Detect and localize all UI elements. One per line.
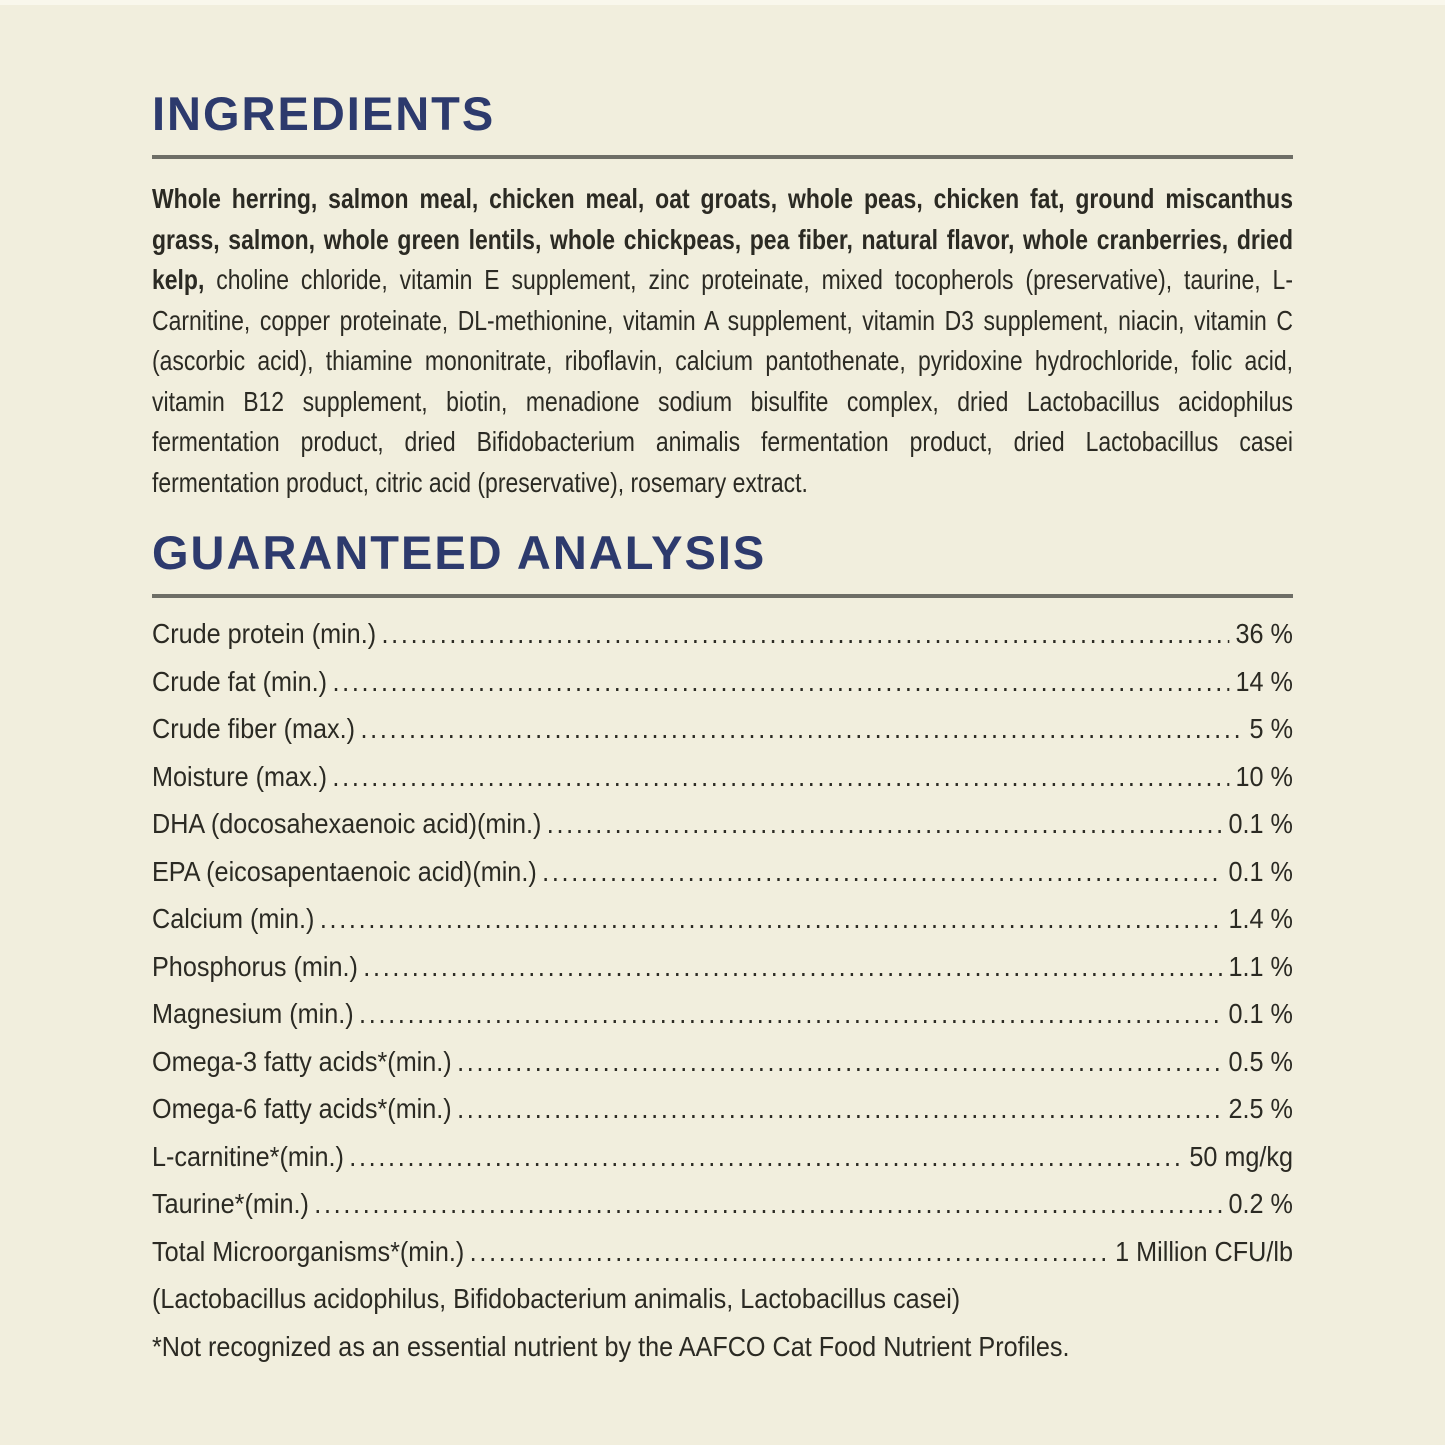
- dot-leader: [359, 990, 1222, 1038]
- table-row: [152, 1180, 1293, 1228]
- aafco-footnote: *Not recognized as an essential nutrient by the AAFCO Cat Food Nutrient Profiles.: [152, 1330, 1070, 1362]
- table-row: [152, 1228, 1293, 1276]
- dot-leader: [332, 753, 1229, 801]
- dot-leader: [381, 610, 1229, 658]
- table-row: [152, 800, 1293, 848]
- analysis-value: 0.2 %: [1228, 1188, 1293, 1219]
- dot-leader: [457, 1085, 1222, 1133]
- ingredients-secondary-text: choline chloride, vitamin E supplement, zinc proteinate, mixed tocopherols (preservative), taurine, L-Carnitine, copper proteinate, DL-methionine, vitamin A supplement, vitamin D3 supplement, niacin, vitamin C (ascorbic acid), thiamine mononitrate, riboflavin, calcium pantothenate, pyridoxine hydrochloride, folic acid, vitamin B12 supplement, biotin, menadione sodium bisulfite complex, dried Lactobacillus acidophilus fermentation product, dried Bifidobacterium animalis fermentation product, dried Lactobacillus casei fermentation product, citric acid (preservative), rosemary extract.: [152, 264, 1293, 498]
- analysis-label: Crude fiber (max.): [152, 713, 356, 744]
- analysis-label: Crude fat (min.): [152, 665, 328, 697]
- analysis-label: Crude protein (min.): [152, 618, 377, 649]
- analysis-label: EPA (eicosapentaenoic acid)(min.): [152, 855, 537, 887]
- dot-leader: [314, 1180, 1222, 1228]
- ingredients-paragraph: [152, 179, 1293, 503]
- table-row: [152, 848, 1293, 896]
- analysis-value: 14 %: [1235, 665, 1293, 697]
- table-row: [152, 610, 1293, 658]
- section-divider: [152, 155, 1293, 159]
- analysis-value: 0.5 %: [1228, 1045, 1293, 1077]
- dot-leader: [332, 658, 1229, 706]
- analysis-value: 50 mg/kg: [1189, 1140, 1293, 1172]
- table-row: [152, 1085, 1293, 1133]
- analysis-label: Omega-3 fatty acids*(min.): [152, 1045, 452, 1077]
- table-row: [152, 943, 1293, 991]
- analysis-value: 0.1 %: [1228, 855, 1293, 887]
- guaranteed-analysis-table: [152, 610, 1293, 1370]
- ingredients-title: INGREDIENTS: [152, 87, 496, 140]
- analysis-label: Moisture (max.): [152, 760, 328, 792]
- dot-leader: [547, 800, 1222, 848]
- pet-food-label: [152, 5, 1293, 1370]
- analysis-value: 1.1 %: [1228, 950, 1293, 982]
- analysis-label: L-carnitine*(min.): [152, 1140, 344, 1172]
- analysis-value: 0.1 %: [1228, 998, 1293, 1029]
- analysis-label: Total Microorganisms*(min.): [152, 1235, 465, 1267]
- microorganisms-note: (Lactobacillus acidophilus, Bifidobacterium animalis, Lactobacillus casei): [152, 1283, 961, 1314]
- table-row: [152, 990, 1293, 1038]
- table-row: [152, 658, 1293, 706]
- dot-leader: [360, 705, 1243, 753]
- dot-leader: [470, 1228, 1109, 1276]
- analysis-value: 1.4 %: [1228, 903, 1293, 934]
- analysis-label: Taurine*(min.): [152, 1188, 309, 1219]
- analysis-value: 10 %: [1235, 760, 1293, 792]
- table-row: [152, 895, 1293, 943]
- table-row: [152, 1038, 1293, 1086]
- analysis-label: Calcium (min.): [152, 903, 315, 934]
- section-divider: [152, 594, 1293, 598]
- ingredients-primary-text: Whole herring, salmon meal, chicken meal, oat groats, whole peas, chicken fat, ground miscanthus grass, salmon, whole green lentils, whole chickpeas, pea fiber, natural flavor, whole cranberries, dried kelp,: [152, 183, 1293, 295]
- analysis-label: Magnesium (min.): [152, 998, 354, 1029]
- analysis-label: Omega-6 fatty acids*(min.): [152, 1093, 452, 1124]
- analysis-value: 0.1 %: [1228, 808, 1293, 839]
- analysis-value: 1 Million CFU/lb: [1115, 1235, 1293, 1267]
- dot-leader: [363, 943, 1222, 991]
- analysis-label: Phosphorus (min.): [152, 950, 358, 982]
- analysis-label: DHA (docosahexaenoic acid)(min.): [152, 808, 542, 839]
- dot-leader: [349, 1133, 1183, 1181]
- dot-leader: [457, 1038, 1222, 1086]
- analysis-value: 36 %: [1235, 618, 1293, 649]
- table-row: [152, 1133, 1293, 1181]
- analysis-value: 5 %: [1249, 713, 1293, 744]
- analysis-value: 2.5 %: [1228, 1093, 1293, 1124]
- guaranteed-analysis-title: GUARANTEED ANALYSIS: [152, 526, 767, 579]
- table-row: [152, 753, 1293, 801]
- table-row: [152, 705, 1293, 753]
- dot-leader: [542, 848, 1222, 896]
- dot-leader: [320, 895, 1222, 943]
